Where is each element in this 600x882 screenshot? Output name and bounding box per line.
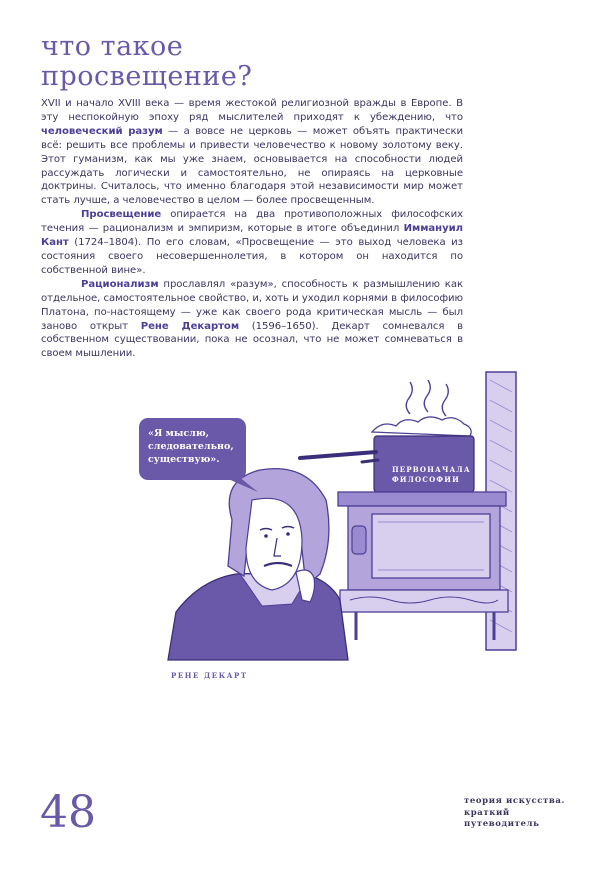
steam-lines bbox=[406, 380, 448, 416]
pot-label: ПЕРВОНАЧАЛА ФИЛОСОФИИ bbox=[392, 465, 471, 484]
page-title-line-2: просвещение? bbox=[41, 61, 253, 92]
page-number: 48 bbox=[40, 787, 96, 838]
paragraph-text: (1596–1650). Декарт сомневался в собственном существовании, пока не осознал, что не может сомневаться в своем мышлении. bbox=[41, 320, 464, 360]
descartes-illustration bbox=[0, 370, 600, 680]
paragraph-text: прославлял «разум», способность к размышлению как отдельное, самостоятельное свойство, и, хоть и уходил корнями в философию Платона, по-настоящему — уже как своего рода критическая мысль — был заново открыт bbox=[41, 278, 463, 332]
page-title-line-1: что такое bbox=[41, 31, 184, 62]
page-title bbox=[41, 32, 252, 92]
article-body bbox=[41, 97, 463, 361]
speech-bubble-text: «Я мыслю, следовательно, существую». bbox=[148, 428, 234, 465]
stove bbox=[338, 492, 508, 640]
paragraph-text: — а вовсе не церковь — может объять практически всё: решить все проблемы и привести человечество к новому золотому веку. Этот гуманизм, как мы уже знаем, основывается на способности людей рассуждать логически и самостоятельно, не опираясь на церковные доктрины. Считалось, что именно благодаря этой независимости мир может стать лучше, а человечество в целом — более просвещенным. bbox=[41, 125, 463, 207]
bold-term: человеческий разум bbox=[41, 125, 163, 137]
paragraph-1 bbox=[41, 97, 463, 208]
paragraph-text: опирается на два противоположных философских течения — рационализм и эмпиризм, которые в итоге объединил bbox=[41, 209, 463, 235]
bold-term: Просвещение bbox=[81, 209, 162, 221]
bold-name: Иммануил Кант bbox=[41, 223, 463, 249]
illustration-caption: РЕНЕ ДЕКАРТ bbox=[171, 671, 248, 680]
paragraph-text: (1724–1804). По его словам, «Просвещение — это выход человека из состояния своего несовершеннолетия, в котором он находится по собственной вине». bbox=[41, 237, 463, 276]
bold-term: Рационализм bbox=[81, 278, 159, 290]
descartes-figure bbox=[168, 469, 348, 660]
paragraph-2 bbox=[41, 208, 463, 278]
bold-name: Рене Декартом bbox=[140, 320, 240, 332]
paragraph-3 bbox=[41, 278, 463, 361]
paragraph-text: XVII и начало XVIII века — время жестокой религиозной вражды в Европе. В эту неспокойную эпоху ряд мыслителей приходят к убеждению, что bbox=[41, 98, 463, 123]
book-title: теория искусства. краткий путеводитель bbox=[464, 796, 566, 829]
